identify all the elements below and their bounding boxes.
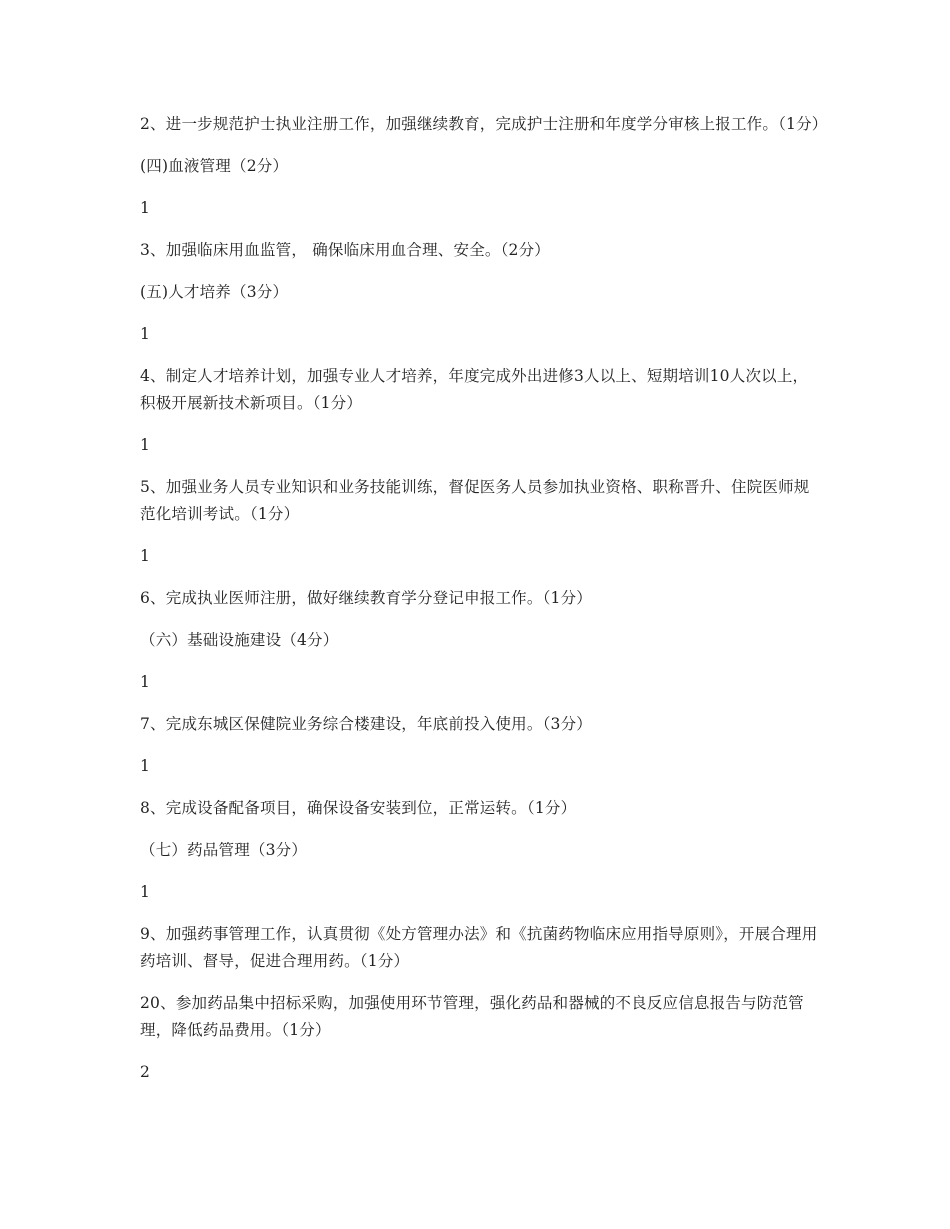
marker-4: 1: [140, 547, 151, 565]
item-2-nurse-registration: 2、进一步规范护士执业注册工作，加强继续教育，完成护士注册和年度学分审核上报工作。（1分）: [140, 115, 828, 133]
marker-2: 1: [140, 325, 151, 343]
item-20-drug-procurement: 20、参加药品集中招标采购，加强使用环节管理，强化药品和器械的不良反应信息报告与防范管理，降低药品费用。（1分）: [140, 994, 804, 1039]
section-blood-management: (四)血液管理（2分）: [140, 157, 289, 175]
marker-1: 1: [140, 199, 151, 217]
item-5-skills-training: 5、加强业务人员专业知识和业务技能训练，督促医务人员参加执业资格、职称晋升、住院医师规范化培训考试。（1分）: [140, 478, 810, 523]
item-3-blood-supervision: 3、加强临床用血监管， 确保临床用血合理、安全。（2分）: [140, 241, 551, 259]
item-7-building-construction: 7、完成东城区保健院业务综合楼建设，年底前投入使用。（3分）: [140, 715, 592, 733]
marker-3: 1: [140, 436, 151, 454]
item-9-pharmacy-management: 9、加强药事管理工作，认真贯彻《处方管理办法》和《抗菌药物临床应用指导原则》，开展合理用药培训、督导，促进合理用药。（1分）: [140, 925, 818, 970]
marker-8: 2: [140, 1063, 151, 1081]
item-6-physician-registration: 6、完成执业医师注册，做好继续教育学分登记申报工作。（1分）: [140, 589, 592, 607]
marker-6: 1: [140, 757, 151, 775]
marker-5: 1: [140, 673, 151, 691]
document-body: [140, 111, 828, 1101]
item-8-equipment: 8、完成设备配备项目，确保设备安装到位，正常运转。（1分）: [140, 799, 577, 817]
marker-7: 1: [140, 883, 151, 901]
section-infrastructure: （六）基础设施建设（4分）: [140, 631, 339, 649]
section-talent-training: (五)人才培养（3分）: [140, 283, 289, 301]
item-4-talent-plan: 4、制定人才培养计划，加强专业人才培养，年度完成外出进修3人以上、短期培训10人次以上，积极开展新技术新项目。（1分）: [140, 367, 809, 412]
section-drug-management: （七）药品管理（3分）: [140, 841, 308, 859]
